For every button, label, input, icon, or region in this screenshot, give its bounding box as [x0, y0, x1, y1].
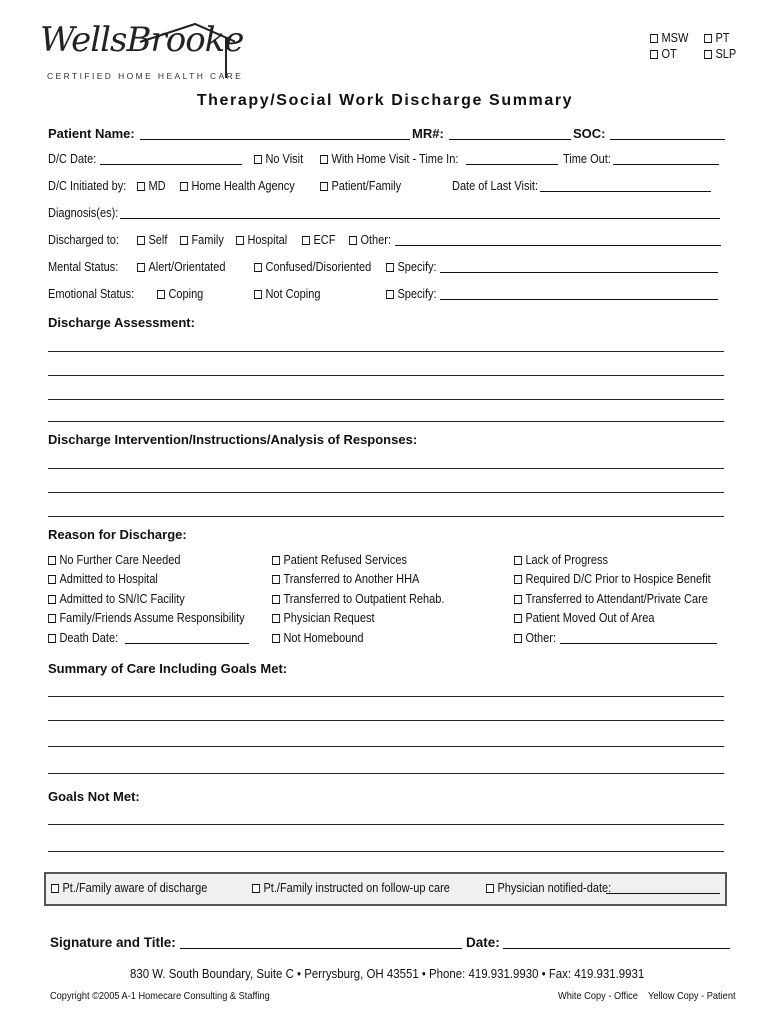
intervention-line[interactable]: [48, 492, 724, 493]
reason-option[interactable]: Patient Moved Out of Area: [514, 611, 654, 625]
logo-tagline: CERTIFIED HOME HEALTH CARE: [47, 71, 244, 81]
with-home-visit-option[interactable]: With Home Visit - Time In:: [320, 152, 458, 166]
dc-date-field[interactable]: [100, 164, 242, 165]
checkbox-icon[interactable]: [157, 290, 165, 299]
checkbox-icon[interactable]: [486, 884, 494, 893]
discharged-hospital-option[interactable]: Hospital: [236, 233, 287, 247]
last-visit-label: Date of Last Visit:: [452, 179, 539, 193]
discharged-other-option[interactable]: Other:: [349, 233, 391, 247]
discharged-ecf-option[interactable]: ECF: [302, 233, 335, 247]
checkbox-icon[interactable]: [137, 263, 145, 272]
emotional-not-coping-option[interactable]: Not Coping: [254, 287, 320, 301]
page-title: Therapy/Social Work Discharge Summary: [196, 92, 574, 109]
initiated-patient-family-option[interactable]: Patient/Family: [320, 179, 401, 193]
mr-field[interactable]: [449, 139, 571, 140]
summary-line[interactable]: [48, 720, 724, 721]
discipline-pt[interactable]: PT: [704, 31, 730, 45]
reason-option[interactable]: Not Homebound: [272, 631, 364, 645]
intervention-line[interactable]: [48, 468, 724, 469]
checkbox-icon[interactable]: [180, 182, 188, 191]
emotional-specify-field[interactable]: [440, 299, 718, 300]
reason-option[interactable]: Physician Request: [272, 611, 375, 625]
assessment-line[interactable]: [48, 351, 724, 352]
checkbox-icon[interactable]: [704, 50, 712, 59]
discharged-family-option[interactable]: Family: [180, 233, 224, 247]
patient-name-field[interactable]: [140, 139, 410, 140]
mental-status-label: Mental Status:: [48, 260, 119, 274]
death-date-field[interactable]: [125, 643, 249, 644]
reason-option[interactable]: No Further Care Needed: [48, 553, 181, 567]
discharged-to-label: Discharged to:: [48, 233, 119, 247]
diagnosis-field[interactable]: [120, 218, 720, 219]
intervention-heading: Discharge Intervention/Instructions/Analysis of Responses:: [48, 432, 418, 447]
summary-line[interactable]: [48, 746, 724, 747]
signature-field[interactable]: [180, 948, 462, 949]
checkbox-icon[interactable]: [48, 634, 56, 643]
checkbox-icon[interactable]: [650, 34, 658, 43]
assessment-line[interactable]: [48, 421, 724, 422]
checkbox-icon[interactable]: [48, 614, 56, 623]
reason-option[interactable]: Death Date:: [48, 631, 118, 645]
checkbox-icon[interactable]: [272, 556, 280, 565]
footer-copyright: Copyright ©2005 A-1 Homecare Consulting & Staffing: [50, 990, 270, 1002]
mental-specify-field[interactable]: [440, 272, 718, 273]
checkbox-icon[interactable]: [252, 884, 260, 893]
family-instructed-option[interactable]: Pt./Family instructed on follow-up care: [252, 881, 450, 895]
checkbox-icon[interactable]: [320, 155, 328, 164]
checkbox-icon[interactable]: [48, 595, 56, 604]
checkbox-icon[interactable]: [514, 556, 522, 565]
checkbox-icon[interactable]: [514, 595, 522, 604]
checkbox-icon[interactable]: [704, 34, 712, 43]
discipline-slp[interactable]: SLP: [704, 47, 736, 61]
physician-notified-option[interactable]: Physician notified-date:: [486, 881, 611, 895]
mental-alert-option[interactable]: Alert/Orientated: [137, 260, 225, 274]
checkbox-icon[interactable]: [302, 236, 310, 245]
reason-option[interactable]: Transferred to Outpatient Rehab.: [272, 592, 444, 606]
reason-option[interactable]: Lack of Progress: [514, 553, 608, 567]
logo-wordmark: WellsBrooke: [40, 20, 244, 60]
checkbox-icon[interactable]: [349, 236, 357, 245]
goals-not-met-heading: Goals Not Met:: [48, 789, 140, 804]
checkbox-icon[interactable]: [180, 236, 188, 245]
reason-option[interactable]: Admitted to SN/IC Facility: [48, 592, 185, 606]
soc-field[interactable]: [610, 139, 725, 140]
initiated-hha-option[interactable]: Home Health Agency: [180, 179, 295, 193]
intervention-line[interactable]: [48, 516, 724, 517]
family-aware-option[interactable]: Pt./Family aware of discharge: [51, 881, 207, 895]
checkbox-icon[interactable]: [254, 290, 262, 299]
goals-line[interactable]: [48, 824, 724, 825]
no-visit-option[interactable]: No Visit: [254, 152, 303, 166]
diagnosis-label: Diagnosis(es):: [48, 206, 119, 220]
checkbox-icon[interactable]: [386, 290, 394, 299]
reason-option[interactable]: Patient Refused Services: [272, 553, 407, 567]
discharge-assessment-heading: Discharge Assessment:: [48, 315, 195, 330]
discipline-ot[interactable]: OT: [650, 47, 677, 61]
patient-name-label: Patient Name:: [48, 126, 135, 141]
footer-copies: White Copy - Office Yellow Copy - Patient: [558, 990, 736, 1002]
checkbox-icon[interactable]: [254, 263, 262, 272]
mental-specify-option[interactable]: Specify:: [386, 260, 437, 274]
reason-option[interactable]: Transferred to Another HHA: [272, 572, 419, 586]
goals-line[interactable]: [48, 851, 724, 852]
dc-date-label: D/C Date:: [48, 152, 97, 166]
assessment-line[interactable]: [48, 399, 724, 400]
soc-label: SOC:: [573, 126, 606, 141]
checkbox-icon[interactable]: [514, 614, 522, 623]
emotional-coping-option[interactable]: Coping: [157, 287, 203, 301]
checkbox-icon[interactable]: [514, 634, 522, 643]
reason-option[interactable]: Required D/C Prior to Hospice Benefit: [514, 572, 711, 586]
reason-option[interactable]: Other:: [514, 631, 556, 645]
footer-address: 830 W. South Boundary, Suite C • Perrysburg, OH 43551 • Phone: 419.931.9930 • Fax: 419.931.9931: [130, 966, 645, 981]
checkbox-icon[interactable]: [48, 575, 56, 584]
checkbox-icon[interactable]: [272, 634, 280, 643]
signature-date-label: Date:: [466, 935, 500, 950]
checkbox-icon[interactable]: [254, 155, 262, 164]
time-out-label: Time Out:: [563, 152, 611, 166]
reason-option[interactable]: Transferred to Attendant/Private Care: [514, 592, 708, 606]
summary-line[interactable]: [48, 696, 724, 697]
dc-initiated-label: D/C Initiated by:: [48, 179, 127, 193]
initiated-md-option[interactable]: MD: [137, 179, 166, 193]
checkbox-icon[interactable]: [48, 556, 56, 565]
assessment-line[interactable]: [48, 375, 724, 376]
reason-other-field[interactable]: [560, 643, 717, 644]
physician-notified-date-field[interactable]: [606, 893, 720, 894]
discipline-msw[interactable]: MSW: [650, 31, 688, 45]
signature-date-field[interactable]: [503, 948, 730, 949]
summary-heading: Summary of Care Including Goals Met:: [48, 661, 288, 676]
checkbox-icon[interactable]: [272, 575, 280, 584]
summary-line[interactable]: [48, 773, 724, 774]
checkbox-icon[interactable]: [386, 263, 394, 272]
checkbox-icon[interactable]: [514, 575, 522, 584]
mr-label: MR#:: [412, 126, 444, 141]
time-in-field[interactable]: [466, 164, 558, 165]
emotional-specify-option[interactable]: Specify:: [386, 287, 437, 301]
reason-option[interactable]: Family/Friends Assume Responsibility: [48, 611, 245, 625]
last-visit-field[interactable]: [540, 191, 711, 192]
checkbox-icon[interactable]: [650, 50, 658, 59]
emotional-status-label: Emotional Status:: [48, 287, 135, 301]
reason-heading: Reason for Discharge:: [48, 527, 187, 542]
reason-option[interactable]: Admitted to Hospital: [48, 572, 158, 586]
checkbox-icon[interactable]: [320, 182, 328, 191]
checkbox-icon[interactable]: [137, 236, 145, 245]
checkbox-icon[interactable]: [272, 595, 280, 604]
mental-confused-option[interactable]: Confused/Disoriented: [254, 260, 371, 274]
checkbox-icon[interactable]: [272, 614, 280, 623]
discharged-other-field[interactable]: [395, 245, 721, 246]
checkbox-icon[interactable]: [137, 182, 145, 191]
checkbox-icon[interactable]: [51, 884, 59, 893]
discharged-self-option[interactable]: Self: [137, 233, 167, 247]
time-out-field[interactable]: [613, 164, 719, 165]
checkbox-icon[interactable]: [236, 236, 244, 245]
signature-label: Signature and Title:: [50, 935, 176, 950]
